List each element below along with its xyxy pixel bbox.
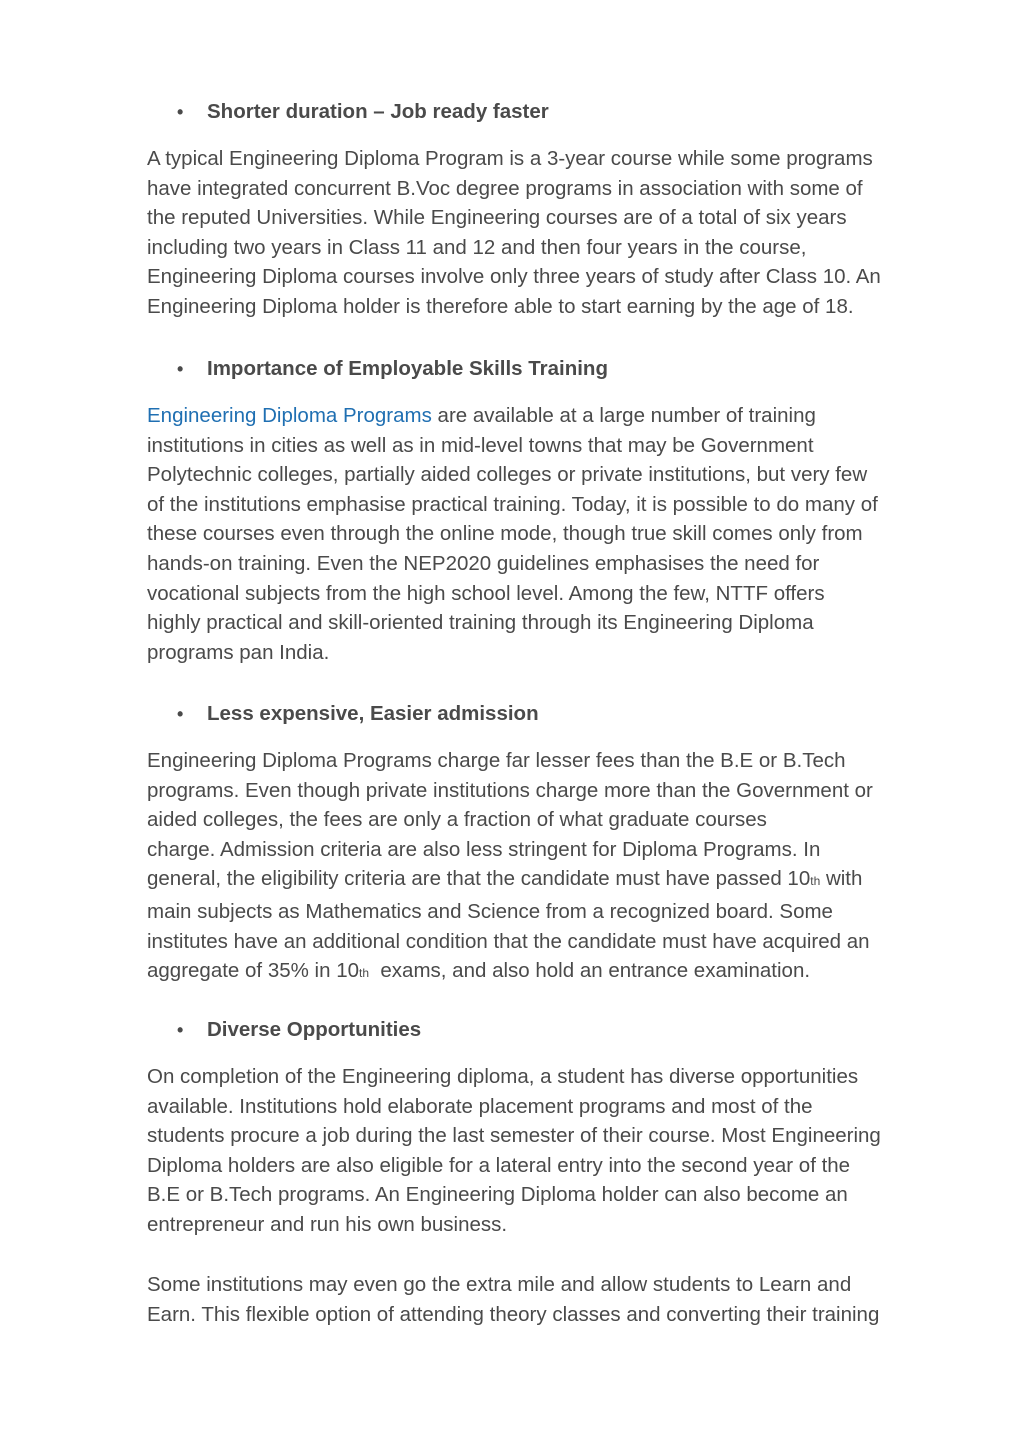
- paragraph-learn-and-earn: [147, 1270, 959, 1329]
- line-text: general, the eligibility criteria are that the candidate must have passed 10: [147, 867, 811, 891]
- paragraph-line: hands-on training. Even the NEP2020 guidelines emphasises the need for: [147, 551, 820, 575]
- paragraph-less-expensive: [147, 746, 959, 989]
- bullet-icon: •: [177, 102, 184, 122]
- paragraph-line: these courses even through the online mode, though true skill comes only from: [147, 522, 863, 546]
- line-text: are available at a large number of training: [431, 404, 816, 427]
- paragraph-line: On completion of the Engineering diploma, a student has diverse opportunities: [147, 1065, 859, 1088]
- line-text: exams, and also hold an entrance examination.: [369, 959, 811, 983]
- paragraph-employable-skills: [147, 401, 959, 667]
- ordinal-suffix: th: [810, 874, 821, 889]
- paragraph-line: Earn. This flexible option of attending theory classes and converting their training: [147, 1302, 880, 1326]
- line-text: aggregate of 35% in 10: [147, 959, 359, 983]
- bullet-icon: •: [177, 704, 184, 724]
- paragraph-line: highly practical and skill-oriented training through its Engineering Diploma: [147, 611, 814, 635]
- paragraph-line: available. Institutions hold elaborate placement programs and most of the: [147, 1094, 813, 1118]
- paragraph-line: Engineering Diploma holder is therefore able to start earning by the age of 18.: [147, 294, 854, 318]
- paragraph-line: [147, 956, 959, 989]
- paragraph-line: including two years in Class 11 and 12 and then four years in the course,: [147, 235, 807, 259]
- heading-text: Shorter duration – Job ready faster: [207, 100, 549, 123]
- paragraph-line: have integrated concurrent B.Voc degree programs in association with some of: [147, 176, 863, 200]
- paragraph-line: Engineering Diploma Programs charge far lesser fees than the B.E or B.Tech: [147, 749, 846, 772]
- paragraph-line: A typical Engineering Diploma Program is a 3-year course while some programs: [147, 147, 873, 170]
- paragraph-line: entrepreneur and run his own business.: [147, 1212, 508, 1236]
- heading-text: Importance of Employable Skills Training: [207, 357, 608, 380]
- paragraph-line: [147, 864, 959, 897]
- paragraph-line: aided colleges, the fees are only a fraction of what graduate courses: [147, 808, 767, 832]
- engineering-diploma-programs-link[interactable]: Engineering Diploma Programs: [147, 404, 432, 427]
- paragraph-line: [147, 401, 959, 431]
- paragraph-line: institutes have an additional condition that the candidate must have acquired an: [147, 929, 870, 953]
- heading-text: Less expensive, Easier admission: [207, 702, 539, 725]
- paragraph-line: main subjects as Mathematics and Science from a recognized board. Some: [147, 899, 833, 923]
- paragraph-line: Polytechnic colleges, partially aided colleges or private institutions, but very few: [147, 463, 868, 487]
- paragraph-shorter-duration: [147, 144, 959, 322]
- paragraph-line: vocational subjects from the high school level. Among the few, NTTF offers: [147, 581, 825, 605]
- paragraph-line: charge. Admission criteria are also less stringent for Diploma Programs. In: [147, 837, 821, 861]
- bullet-icon: •: [177, 1020, 184, 1040]
- paragraph-diverse-opportunities: [147, 1062, 959, 1240]
- bullet-icon: •: [177, 359, 184, 379]
- paragraph-line: institutions in cities as well as in mid-level towns that may be Government: [147, 433, 814, 457]
- paragraph-line: Engineering Diploma courses involve only three years of study after Class 10. An: [147, 265, 881, 289]
- paragraph-line: the reputed Universities. While Engineering courses are of a total of six years: [147, 206, 847, 230]
- paragraph-line: programs pan India.: [147, 640, 330, 664]
- paragraph-line: students procure a job during the last semester of their course. Most Engineering: [147, 1124, 881, 1148]
- heading-text: Diverse Opportunities: [207, 1018, 422, 1041]
- line-text: with: [820, 867, 863, 891]
- paragraph-line: Some institutions may even go the extra mile and allow students to Learn and: [147, 1273, 852, 1296]
- paragraph-line: Diploma holders are also eligible for a lateral entry into the second year of the: [147, 1153, 851, 1177]
- paragraph-line: B.E or B.Tech programs. An Engineering Diploma holder can also become an: [147, 1183, 848, 1207]
- ordinal-suffix: th: [359, 966, 370, 981]
- paragraph-line: of the institutions emphasise practical training. Today, it is possible to do many of: [147, 492, 878, 516]
- paragraph-line: programs. Even though private institutions charge more than the Government or: [147, 778, 873, 802]
